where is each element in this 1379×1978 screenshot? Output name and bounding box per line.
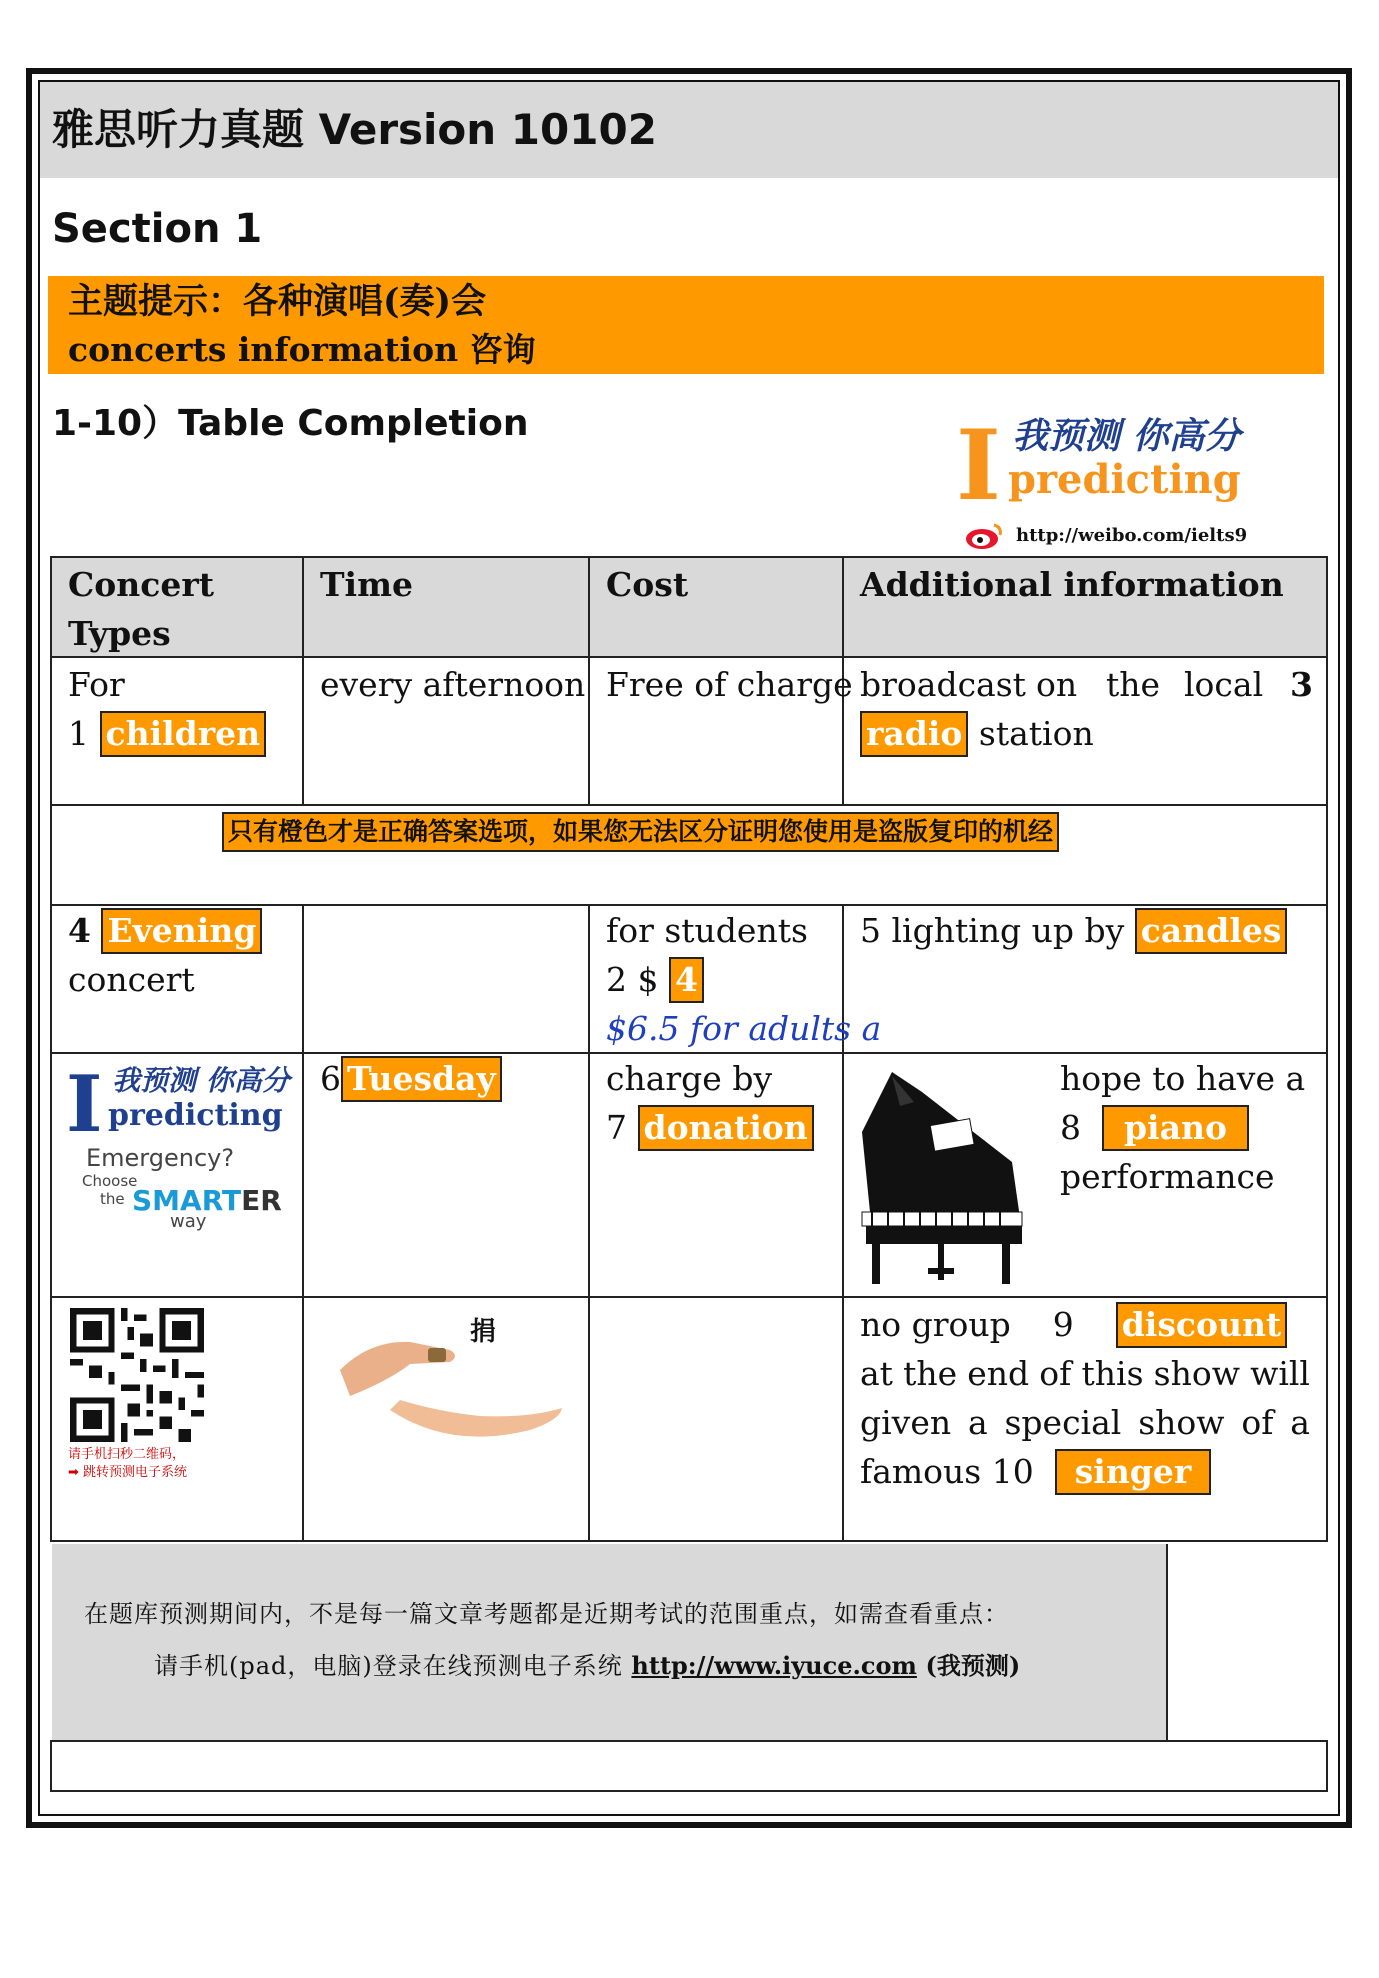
row4-no-group: no group xyxy=(860,1305,1011,1344)
small-logo-the: the xyxy=(100,1190,125,1208)
word: of xyxy=(1039,1354,1072,1393)
row1-station-line xyxy=(860,709,1094,758)
row3-performance: performance xyxy=(1060,1157,1275,1196)
row-divider xyxy=(50,804,1328,806)
small-logo-smarter xyxy=(132,1186,282,1216)
q1-number: 1 xyxy=(68,714,89,753)
row1-for: For xyxy=(68,665,125,704)
word: given xyxy=(860,1403,952,1442)
q9-answer: discount xyxy=(1116,1302,1288,1348)
piano-image xyxy=(852,1062,1034,1290)
row2-concert: concert xyxy=(68,960,195,999)
small-logo-way: way xyxy=(170,1211,207,1232)
section-title: Section 1 xyxy=(52,206,263,252)
q8-number: 8 xyxy=(1060,1108,1081,1147)
word: of xyxy=(1241,1403,1274,1442)
q1-answer: children xyxy=(100,711,267,757)
logo-url[interactable]: http://weibo.com/ielts9 xyxy=(1016,525,1248,546)
header-types: Types xyxy=(68,614,171,653)
q7-number: 7 xyxy=(606,1108,627,1147)
row-divider xyxy=(50,1296,1328,1298)
word: this xyxy=(1081,1354,1144,1393)
row1-local: local xyxy=(1184,665,1264,704)
col-divider xyxy=(302,904,304,1542)
q3-answer: radio xyxy=(860,711,968,757)
header-time: Time xyxy=(320,565,414,604)
row4-group xyxy=(860,1300,1287,1349)
row2-student-price xyxy=(606,955,704,1004)
predicting-logo xyxy=(956,409,1248,552)
col-divider xyxy=(588,904,590,1542)
word: show xyxy=(1138,1403,1225,1442)
predicting-small-logo xyxy=(66,1059,292,1232)
row4-line3 xyxy=(860,1398,1310,1447)
header-cost: Cost xyxy=(606,565,689,604)
q4-answer: Evening xyxy=(101,908,262,954)
footer-line xyxy=(50,1740,1328,1742)
small-logo-chinese: 我预测 你高分 xyxy=(112,1064,290,1097)
word: special xyxy=(1004,1403,1122,1442)
row4-line2 xyxy=(860,1349,1310,1398)
small-logo-choose: Choose xyxy=(82,1172,138,1190)
q2-answer: 4 xyxy=(669,957,704,1003)
row1-broadcast: broadcast xyxy=(860,665,1026,704)
footer-divider xyxy=(1166,1544,1168,1742)
row1-on: on xyxy=(1036,665,1078,704)
word: the xyxy=(903,1354,958,1393)
row3-time xyxy=(320,1054,502,1103)
q4-number: 4 xyxy=(68,911,91,950)
row2-for-students: for students xyxy=(606,911,808,950)
logo-chinese: 我预测 你高分 xyxy=(1012,415,1241,457)
qr-caption-2: ➡ 跳转预测电子系统 xyxy=(68,1465,188,1480)
footer-line-2 xyxy=(154,1648,1020,1684)
row4-famous xyxy=(860,1447,1211,1496)
qr-code xyxy=(70,1308,204,1442)
q7-answer: donation xyxy=(638,1105,814,1151)
task-title: 1-10）Table Completion xyxy=(52,403,529,444)
warning-notice: 只有橙色才是正确答案选项，如果您无法区分证明您使用是盗版复印的机经 xyxy=(222,812,1059,852)
word: at xyxy=(860,1354,893,1393)
page-title: 雅思听力真题 Version 10102 xyxy=(52,105,657,154)
logo-letter-i: I xyxy=(956,409,1001,522)
topic-line-2: concerts information 咨询 xyxy=(68,330,536,369)
word: show xyxy=(1153,1354,1240,1393)
row1-concert-type xyxy=(68,709,266,758)
footer-url-link[interactable]: http://www.iyuce.com xyxy=(631,1651,917,1680)
hands-label: 捐 xyxy=(470,1317,497,1347)
q5-answer: candles xyxy=(1135,908,1288,954)
footer-suffix: (我预测) xyxy=(925,1651,1021,1680)
word: end xyxy=(967,1354,1030,1393)
header-additional-info: Additional information xyxy=(860,565,1284,604)
word: will xyxy=(1250,1354,1310,1393)
q10-answer: singer xyxy=(1055,1449,1212,1495)
weibo-icon xyxy=(964,522,1004,550)
word: a xyxy=(1290,1403,1310,1442)
q10-prefix: famous 10 xyxy=(860,1452,1034,1491)
small-logo-letter-i: I xyxy=(66,1059,103,1150)
word: a xyxy=(967,1403,988,1442)
col-divider xyxy=(842,904,844,1542)
row3-piano-line xyxy=(1060,1103,1249,1152)
header-concert: Concert xyxy=(68,565,214,604)
row3-cost xyxy=(606,1103,814,1152)
q6-number: 6 xyxy=(320,1059,341,1098)
row1-the: the xyxy=(1106,665,1161,704)
row3-hope: hope to have a xyxy=(1060,1059,1306,1098)
row1-time: every afternoon xyxy=(320,665,586,704)
q2-prefix: 2 $ xyxy=(606,960,659,999)
q6-answer: Tuesday xyxy=(341,1056,502,1102)
row2-adult-price: $6.5 for adults a xyxy=(606,1009,882,1048)
col-divider xyxy=(302,556,304,806)
row3-charge-by: charge by xyxy=(606,1059,773,1098)
topic-line-1: 主题提示：各种演唱(奏)会 xyxy=(68,281,487,322)
qr-caption-2-text: 跳转预测电子系统 xyxy=(83,1465,188,1480)
small-logo-brand: predicting xyxy=(108,1098,283,1133)
col-divider xyxy=(588,556,590,806)
small-logo-smart: SMART xyxy=(132,1184,242,1217)
footer-box xyxy=(52,1544,1168,1742)
q3-number: 3 xyxy=(1290,665,1313,704)
donation-hands-image xyxy=(330,1300,570,1450)
row1-cost: Free of charge xyxy=(606,665,853,704)
row-divider xyxy=(50,656,1328,658)
row2-additional xyxy=(860,906,1287,955)
footer-prefix: 请手机(pad，电脑)登录在线预测电子系统 xyxy=(154,1652,623,1680)
q9-number: 9 xyxy=(1052,1305,1074,1344)
row2-concert-type xyxy=(68,906,262,955)
q8-answer: piano xyxy=(1102,1105,1249,1151)
q5-prefix: 5 lighting up by xyxy=(860,911,1125,950)
small-logo-er: ER xyxy=(241,1184,282,1217)
qr-caption-1: 请手机扫秒二维码， xyxy=(68,1447,186,1462)
logo-brand: predicting xyxy=(1008,456,1241,503)
small-logo-emergency: Emergency? xyxy=(86,1144,235,1172)
footer-line-1: 在题库预测期间内，不是每一篇文章考题都是近期考试的范围重点，如需查看重点： xyxy=(84,1600,1009,1628)
row1-station: station xyxy=(978,714,1094,753)
footer-bottom-box xyxy=(50,1740,1328,1792)
